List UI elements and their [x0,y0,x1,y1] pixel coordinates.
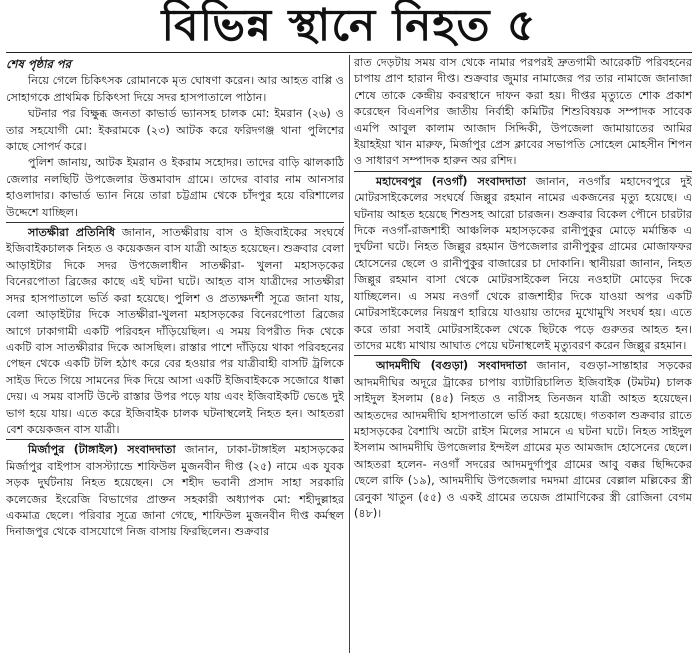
section-divider [6,439,344,440]
dateline: আদমদীঘি (বগুড়া) সংবাদদাতা [376,359,527,373]
paragraph: পুলিশ জানায়, আটক ইমরান ও ইকরাম সহোদর। তাদের বাড়ি ঝালকাঠি জেলার নলছিটি উপজেলার উত্তমাবাদ গ্রামে। তাদের বাবার নাম আনসার হাওলাদার। কাভার্ড ভ্যান নিয়ে তারা চট্টগ্রাম থেকে চাঁদপুর হয়ে বরিশালের উদ্দেশে যাচ্ছিল। [6,156,344,219]
paragraph: নিয়ে গেলে চিকিৎসক রোমানকে মৃত ঘোষণা করেন। আর আহত বাপ্পি ও সোহাগকে প্রাথমিক চিকিৎসা দিয়ে সদর হাসপাতালে পাঠান। [6,74,344,104]
section-divider [354,355,692,356]
paragraph [354,358,692,522]
section-divider [354,171,692,172]
paragraph: ঘটনার পর বিক্ষুব্ধ জনতা কাভার্ড ভ্যানসহ চালক মো: ইমরান (২৬) ও তার সহযোগী মো: ইকরামকে (২৩) আটক করে ফরিদগঞ্জ থানা পুলিশের কাছে সোপর্দ করে। [6,107,344,154]
column-rule [349,55,350,653]
paragraph: রাত দেড়টায় সময় বাস থেকে নামার পরপরই দ্রুতগামী আরেকটি পরিবহনের চাপায় প্রাণ হারান দীপ্ত। শুক্রবার জুমার নামাজের পর তার নামাজে জানাজা শেষে তাকে কেন্দ্রীয় কবরস্থানে দাফন করা হয়। দীপ্তর মৃত্যুতে শোক প্রকাশ করেছেন বিএনপির জাতীয় নির্বাহী কমিটির শিশুবিষয়ক সম্পাদক সাবেক এমপি আবুল কালাম আজাদ সিদ্দিকী, উপজেলা জামায়াতের আমির ইয়াহইয়া খান মারুফ, মির্জাপুর প্রেস ক্লাবের সভাপতি সোহেল মোহসীন শিপন ও সাধারণ সম্পাদক হারুন অর রশিদ। [354,56,692,168]
paragraph-text: জানান, ঢাকা-টাঙ্গাইল মহাসড়কের মির্জাপুর বাইপাস বাসস্ট্যান্ডে শাফিউল মুজনবীন দীপ্ত (২৫) নামে এক যুবক সড়ক দুর্ঘটনায় নিহত হয়েছেন। সে শহীদ ভবানী প্রসাদ সাহা সরকারি কলেজের ইংরেজি বিভাগের প্রাক্তন সহকারী অধ্যাপক মো: শহীদুল্লাহর একমাত্র ছেলে। পরিবার সূত্রে জানা গেছে, শাফিউল মুজনবীন দীপ্ত কর্মস্থল দিনাজপুর থেকে বাসযোগে নিজ বাসায় ফিরছিলেন। শুক্রবার [6,443,344,539]
paragraph-text: জানান, বগুড়া-সান্তাহার সড়কের আদমদীঘির অদূরে ট্রাকের চাপায় ব্যাটারিচালিত ইজিবাইক (টমটম) চালক সাইদুল ইসলাম (৪৫) নিহত ও নারীসহ তিনজন যাত্রী আহত হয়েছেন। আহতদের আদমদীঘি হাসপাতালে ভর্তি করা হয়েছে। গতকাল শুক্রবার রাতে মহাসড়কের বৈশাখি অটো রাইস মিলের সামনে এ ঘটনা ঘটে। নিহত সাইদুল ইসলাম আদমদীঘি উপজেলার ইন্দইল গ্রামের মৃত আমজাদ হোসেনের ছেলে। আহতরা হলেন- নওগাঁ সদরের আদমদুর্গাপুর গ্রামের আবু বক্কর ছিদ্দিকের ছেলে রাফি (১৯), আদমদীঘি উপজেলার দমদমা গ্রামের বেল্লাল মল্লিকের স্ত্রী রেনুকা খাতুন (৫৫) ও একই গ্রামের তয়েজ প্রামাণিকের স্ত্রী রোজিনা বেগম (৪৮)। [354,359,692,520]
paragraph [6,442,344,540]
right-column [354,55,692,653]
paragraph [6,225,344,438]
dateline: মহাদেবপুর (নওগাঁ) সংবাদদাতা [376,174,526,188]
continued-from-label: শেষ পৃষ্ঠার পর [6,57,71,71]
headline: বিভিন্ন স্থানে নিহত ৫ [161,0,537,51]
paragraph-text: জানান, নওগাঁর মহাদেবপুরে দুই মোটরসাইকেলের সংঘর্ষে জিল্লুর রহমান নামের একজনের মৃত্যু হয়েছে। এ ঘটনায় আহত হয়েছে শিশুসহ আরো চারজন। শুক্রবার বিকেল পৌনে চারটার দিকে নওগাঁ-রাজশাহী আঞ্চলিক মহাসড়কের রানীপুকুর মোড়ে মর্মান্তিক এ দুর্ঘটনা ঘটে। নিহত জিল্লুর রহমান উপজেলার রানীপুকুর গ্রামের মোজাফফর হোসেনের ছেলে ও রানীপুকুর বাজারের চা দোকানি। স্থানীয়রা জানান, নিহত জিল্লুর রহমান বাসা থেকে মোটরসাইকেল নিয়ে নওহাটা মোড়ের দিকে যাচ্ছিলেন। এ সময় নওগাঁ থেকে রাজশাহীর দিকে যাওয়া অপর একটি মোটরসাইকেলের নিয়ন্ত্রণ হারিয়ে যাওয়ায় তাদের মুখোমুখি সংঘর্ষ হয়। এতে করে তারা সবাই মোটরসাইকেল থেকে ছিটকে পড়ে গুরুতর আহত হন। তাদের মধ্যে মাথায় আঘাত পেয়ে ঘটনাস্থলেই মৃত্যুবরণ করেন জিল্লুর রহমান। [354,174,692,352]
article-columns [6,55,692,653]
dateline: সাতক্ষীরা প্রতিনিধি [28,226,116,240]
section-divider [6,222,344,223]
paragraph [354,174,692,354]
left-column [6,55,344,653]
paragraph-text: জানান, সাতক্ষীরায় বাস ও ইজিবাইকের সংঘর্ষে ইজিবাইকচালক নিহত ও কয়েকজন বাস যাত্রী আহত হয়েছেন। শুক্রবার বেলা আড়াইটার দিকে সদর উপজেলাধীন সাতক্ষীরা- খুলনা মহাসড়কের বিনেরপোতা ব্রিজের কাছে এই ঘটনা ঘটে। আহত বাস যাত্রীদের সাতক্ষীরা সদর হাসপাতালে ভর্তি করা হয়েছে। পুলিশ ও প্রত্যক্ষদর্শী সূত্রে জানা যায়, বেলা আড়াইটার দিকে সাতক্ষীরা-খুলনা মহাসড়কের বিনেরপোতা ব্রিজের আগে ঢাকাগামী একটি পরিবহন দাঁড়িয়েছিল। এ সময় বিপরীত দিক থেকে একটি বাস সাতক্ষীরার দিকে আসছিল। রাস্তার পাশে দাঁড়িয়ে থাকা পরিবহনের পেছন থেকে একটি টলি হঠাৎ করে বের হওয়ার পর যাত্রীবাহী বাসটি ট্রলিকে সাইড দিতে গিয়ে সামনের দিক দিয়ে আসা একটি ইজিবাইককে সজোরে ধাক্কা দেয়। এ সময় বাসটি উল্টে রাস্তার উপর পড়ে যায় এবং ইজিবাইকটি ভেঙে দুই ভাগ হয়ে যায়। এতে করে ইজিবাইক চালক ঘটনাস্থলেই নিহত হন। আহতরা বেশ কয়েকজন বাস যাত্রী। [6,226,344,436]
headline-rule [6,52,692,53]
dateline: মির্জাপুর (টাঙ্গাইল) সংবাদদাতা [28,443,176,457]
